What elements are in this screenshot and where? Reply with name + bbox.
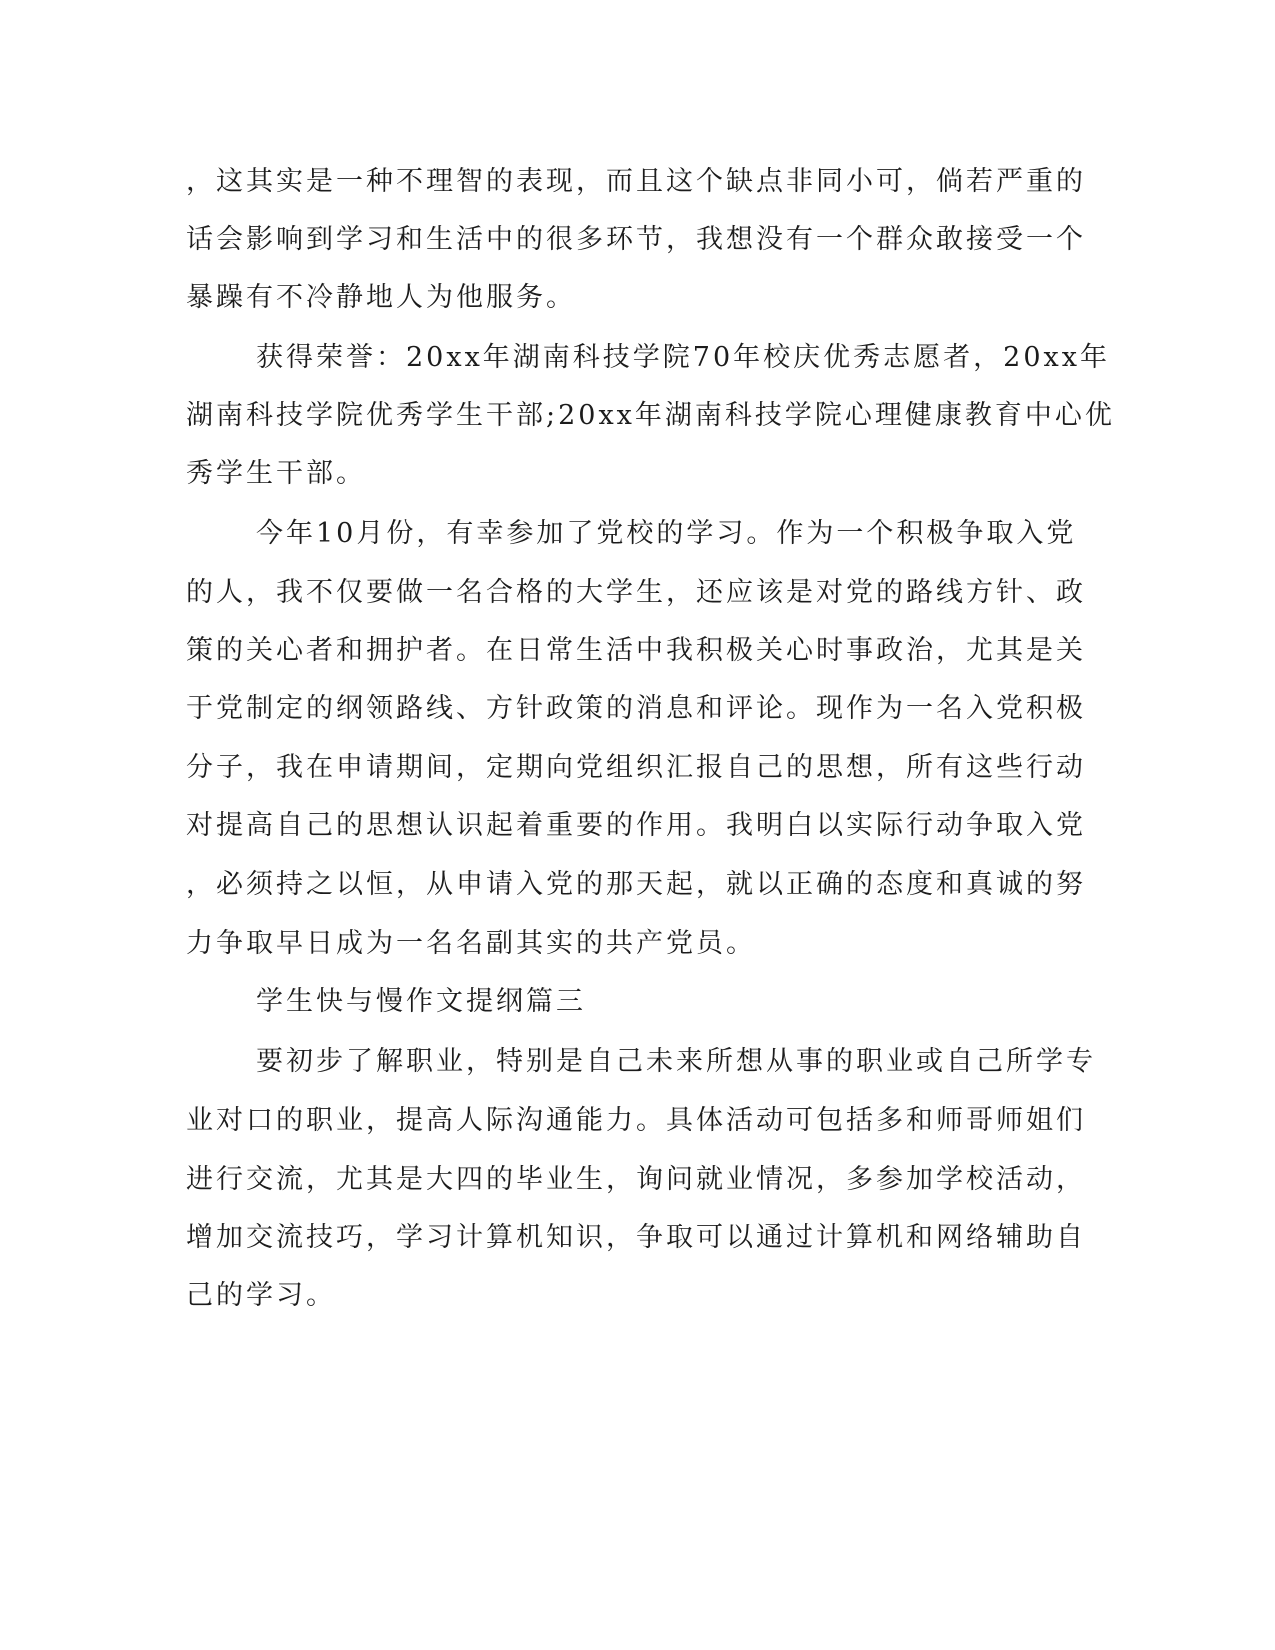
paragraph-line: 进行交流，尤其是大四的毕业生，询问就业情况，多参加学校活动，	[186, 1164, 1086, 1195]
paragraph-line: 要初步了解职业，特别是自己未来所想从事的职业或自己所学专	[256, 1046, 1096, 1077]
paragraph-line: 获得荣誉：20xx年湖南科技学院70年校庆优秀志愿者，20xx年	[256, 342, 1110, 373]
paragraph-line: 于党制定的纲领路线、方针政策的消息和评论。现作为一名入党积极	[186, 693, 1086, 724]
paragraph-line: 力争取早日成为一名名副其实的共产党员。	[186, 928, 756, 959]
paragraph-line: ，必须持之以恒，从申请入党的那天起，就以正确的态度和真诚的努	[186, 869, 1086, 900]
paragraph-line: 话会影响到学习和生活中的很多环节，我想没有一个群众敢接受一个	[186, 224, 1086, 255]
paragraph-line: 业对口的职业，提高人际沟通能力。具体活动可包括多和师哥师姐们	[186, 1105, 1086, 1136]
paragraph-line: 己的学习。	[186, 1280, 336, 1311]
paragraph-line: 对提高自己的思想认识起着重要的作用。我明白以实际行动争取入党	[186, 810, 1086, 841]
paragraph-line: 秀学生干部。	[186, 458, 366, 489]
paragraph-line: 湖南科技学院优秀学生干部;20xx年湖南科技学院心理健康教育中心优	[186, 400, 1115, 431]
paragraph-line: 分子，我在申请期间，定期向党组织汇报自己的思想，所有这些行动	[186, 752, 1086, 783]
paragraph-line: 增加交流技巧，学习计算机知识，争取可以通过计算机和网络辅助自	[186, 1222, 1086, 1253]
paragraph-line: 今年10月份，有幸参加了党校的学习。作为一个积极争取入党	[256, 518, 1077, 549]
section-heading: 学生快与慢作文提纲篇三	[256, 986, 586, 1017]
paragraph-line: ，这其实是一种不理智的表现，而且这个缺点非同小可，倘若严重的	[186, 166, 1086, 197]
paragraph-line: 暴躁有不冷静地人为他服务。	[186, 282, 576, 313]
paragraph-line: 的人，我不仅要做一名合格的大学生，还应该是对党的路线方针、政	[186, 577, 1086, 608]
paragraph-line: 策的关心者和拥护者。在日常生活中我积极关心时事政治，尤其是关	[186, 635, 1086, 666]
